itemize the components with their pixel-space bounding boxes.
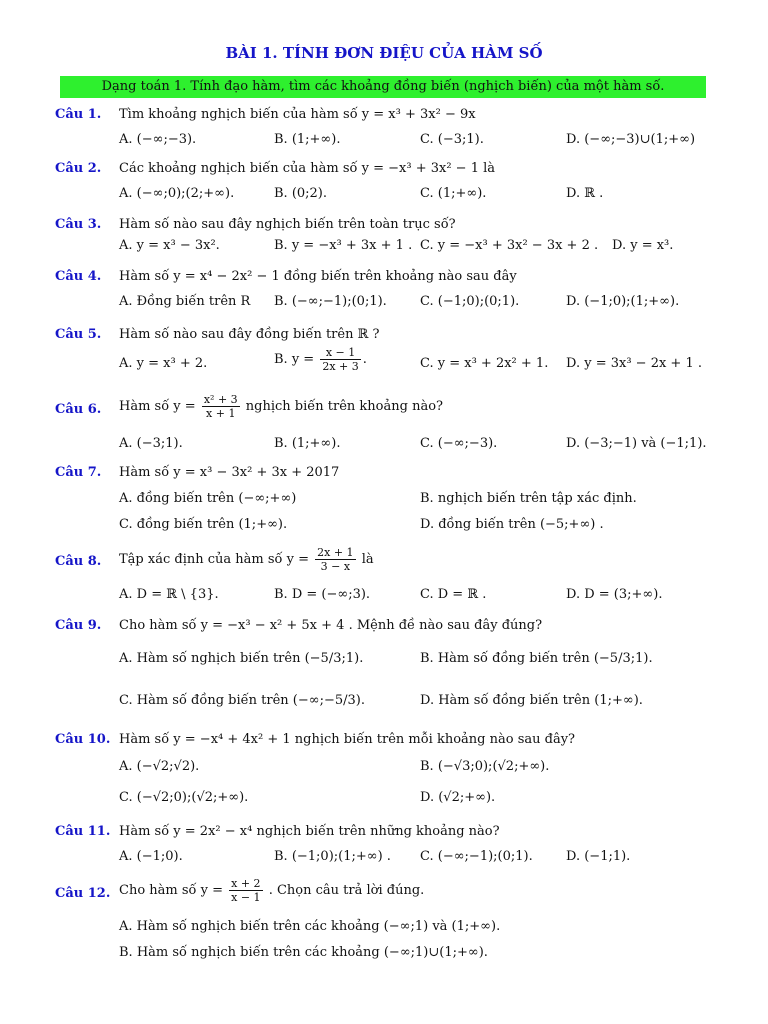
question-label: Câu 12. [55,886,111,901]
option-a: A. (−1;0). [119,849,183,864]
option-d: D. Hàm số đồng biến trên (1;+∞). [420,693,643,708]
question-label: Câu 2. [55,161,102,176]
option-c: C. (−√2;0);(√2;+∞). [119,790,249,805]
option-b: B. nghịch biến trên tập xác định. [420,491,637,506]
question-text: Hàm số y = x⁴ − 2x² − 1 đồng biến trên khoảng nào sau đây [119,269,517,284]
option-d: D. đồng biến trên (−5;+∞) . [420,517,604,532]
option-c: C. đồng biến trên (1;+∞). [119,517,288,532]
option-c: C. D = ℝ . [420,587,487,602]
option-a: A. Đồng biến trên R [119,294,251,309]
question-label: Câu 4. [55,269,102,284]
option-a: A. y = x³ − 3x². [119,238,220,253]
question-label: Câu 7. [55,465,102,480]
fraction [320,346,360,373]
section-heading: Dạng toán 1. Tính đạo hàm, tìm các khoảng đồng biến (nghịch biến) của một hàm số. [60,76,706,98]
question-text-pre: Tập xác định của hàm số y = [119,552,309,567]
question-text-pre: Cho hàm số y = [119,883,223,898]
option-d: D. ℝ . [566,186,604,201]
option-c: C. (1;+∞). [420,186,487,201]
question-label: Câu 9. [55,618,102,633]
option-a: A. (−3;1). [119,436,183,451]
question-label: Câu 10. [55,732,111,747]
question-text: Hàm số nào sau đây đồng biến trên ℝ ? [119,327,380,342]
option-b: B. y = −x³ + 3x + 1 . [274,238,413,253]
option-c: C. y = −x³ + 3x² − 3x + 2 . [420,238,599,253]
fraction [229,877,262,904]
question-text [119,546,374,573]
option-b: B. (1;+∞). [274,132,341,147]
option-b: B. (−∞;−1);(0;1). [274,294,387,309]
option-d: D. (−3;−1) và (−1;1). [566,436,707,451]
option-b-prefix: B. y = [274,352,315,367]
option-a: A. D = ℝ \ {3}. [119,587,219,602]
fraction-numerator: 2x + 1 [317,546,354,559]
question-text: Hàm số y = x³ − 3x² + 3x + 2017 [119,465,340,480]
page-title: BÀI 1. TÍNH ĐƠN ĐIỆU CỦA HÀM SỐ [225,44,543,62]
option-a: A. (−√2;√2). [119,759,200,774]
option-d: D. (−∞;−3)∪(1;+∞) [566,132,696,147]
question-label: Câu 3. [55,217,102,232]
option-a: A. y = x³ + 2. [119,356,208,371]
option-a: A. đồng biến trên (−∞;+∞) [119,491,297,506]
question-text [119,393,443,420]
option-c: C. (−∞;−1);(0;1). [420,849,533,864]
option-c: C. (−∞;−3). [420,436,498,451]
question-text: Các khoảng nghịch biến của hàm số y = −x³ + 3x² − 1 là [119,161,496,176]
question-text: Hàm số y = −x⁴ + 4x² + 1 nghịch biến trên mỗi khoảng nào sau đây? [119,732,576,747]
option-a: A. Hàm số nghịch biến trên (−5/3;1). [119,651,364,666]
option-d: D. (√2;+∞). [420,790,496,805]
option-a: A. (−∞;0);(2;+∞). [119,186,235,201]
fraction [315,546,355,573]
option-b: B. Hàm số nghịch biến trên các khoảng (−∞;1)∪(1;+∞). [119,945,488,960]
option-b: B. Hàm số đồng biến trên (−5/3;1). [420,651,653,666]
option-c: C. y = x³ + 2x² + 1. [420,356,549,371]
option-c: C. Hàm số đồng biến trên (−∞;−5/3). [119,693,365,708]
question-text [119,877,424,904]
question-label: Câu 1. [55,107,102,122]
fraction-denominator: 2x + 3 [322,360,359,373]
question-text: Tìm khoảng nghịch biến của hàm số y = x³ + 3x² − 9x [119,107,476,122]
question-text: Hàm số y = 2x² − x⁴ nghịch biến trên những khoảng nào? [119,824,500,839]
fraction-numerator: x² + 3 [203,393,238,406]
option-d: D. y = 3x³ − 2x + 1 . [566,356,702,371]
option-b: B. (−√3;0);(√2;+∞). [420,759,550,774]
option-c: C. (−3;1). [420,132,484,147]
fraction-numerator: x + 2 [231,877,261,890]
fraction-numerator: x − 1 [320,346,360,360]
fraction [202,393,240,420]
option-d: D. (−1;0);(1;+∞). [566,294,680,309]
question-label: Câu 11. [55,824,111,839]
option-d: D. D = (3;+∞). [566,587,663,602]
option-a: A. Hàm số nghịch biến trên các khoảng (−∞;1) và (1;+∞). [119,919,501,934]
option-b: B. (1;+∞). [274,436,341,451]
option-b: B. y = $\frac{x - 1}{2x + 3}$ . [274,346,367,373]
question-text-post: là [361,552,374,567]
fraction-denominator: 3 − x [320,560,351,573]
question-text-pre: Hàm số y = [119,399,196,414]
option-a: A. (−∞;−3). [119,132,197,147]
option-b: B. D = (−∞;3). [274,587,371,602]
question-text: Cho hàm số y = −x³ − x² + 5x + 4 . Mệnh đề nào sau đây đúng? [119,618,543,633]
option-b: B. (0;2). [274,186,328,201]
option-d: D. (−1;1). [566,849,631,864]
fraction-denominator: x + 1 [206,407,236,420]
option-d: D. y = x³. [612,238,674,253]
question-text-post: . Chọn câu trả lời đúng. [268,883,425,898]
option-c: C. (−1;0);(0;1). [420,294,520,309]
question-label: Câu 5. [55,327,102,342]
option-b: B. (−1;0);(1;+∞) . [274,849,391,864]
question-label: Câu 8. [55,554,102,569]
question-label: Câu 6. [55,402,102,417]
question-text: Hàm số nào sau đây nghịch biến trên toàn trục số? [119,217,456,232]
fraction-denominator: x − 1 [231,891,261,904]
question-text-post: nghịch biến trên khoảng nào? [245,399,443,414]
